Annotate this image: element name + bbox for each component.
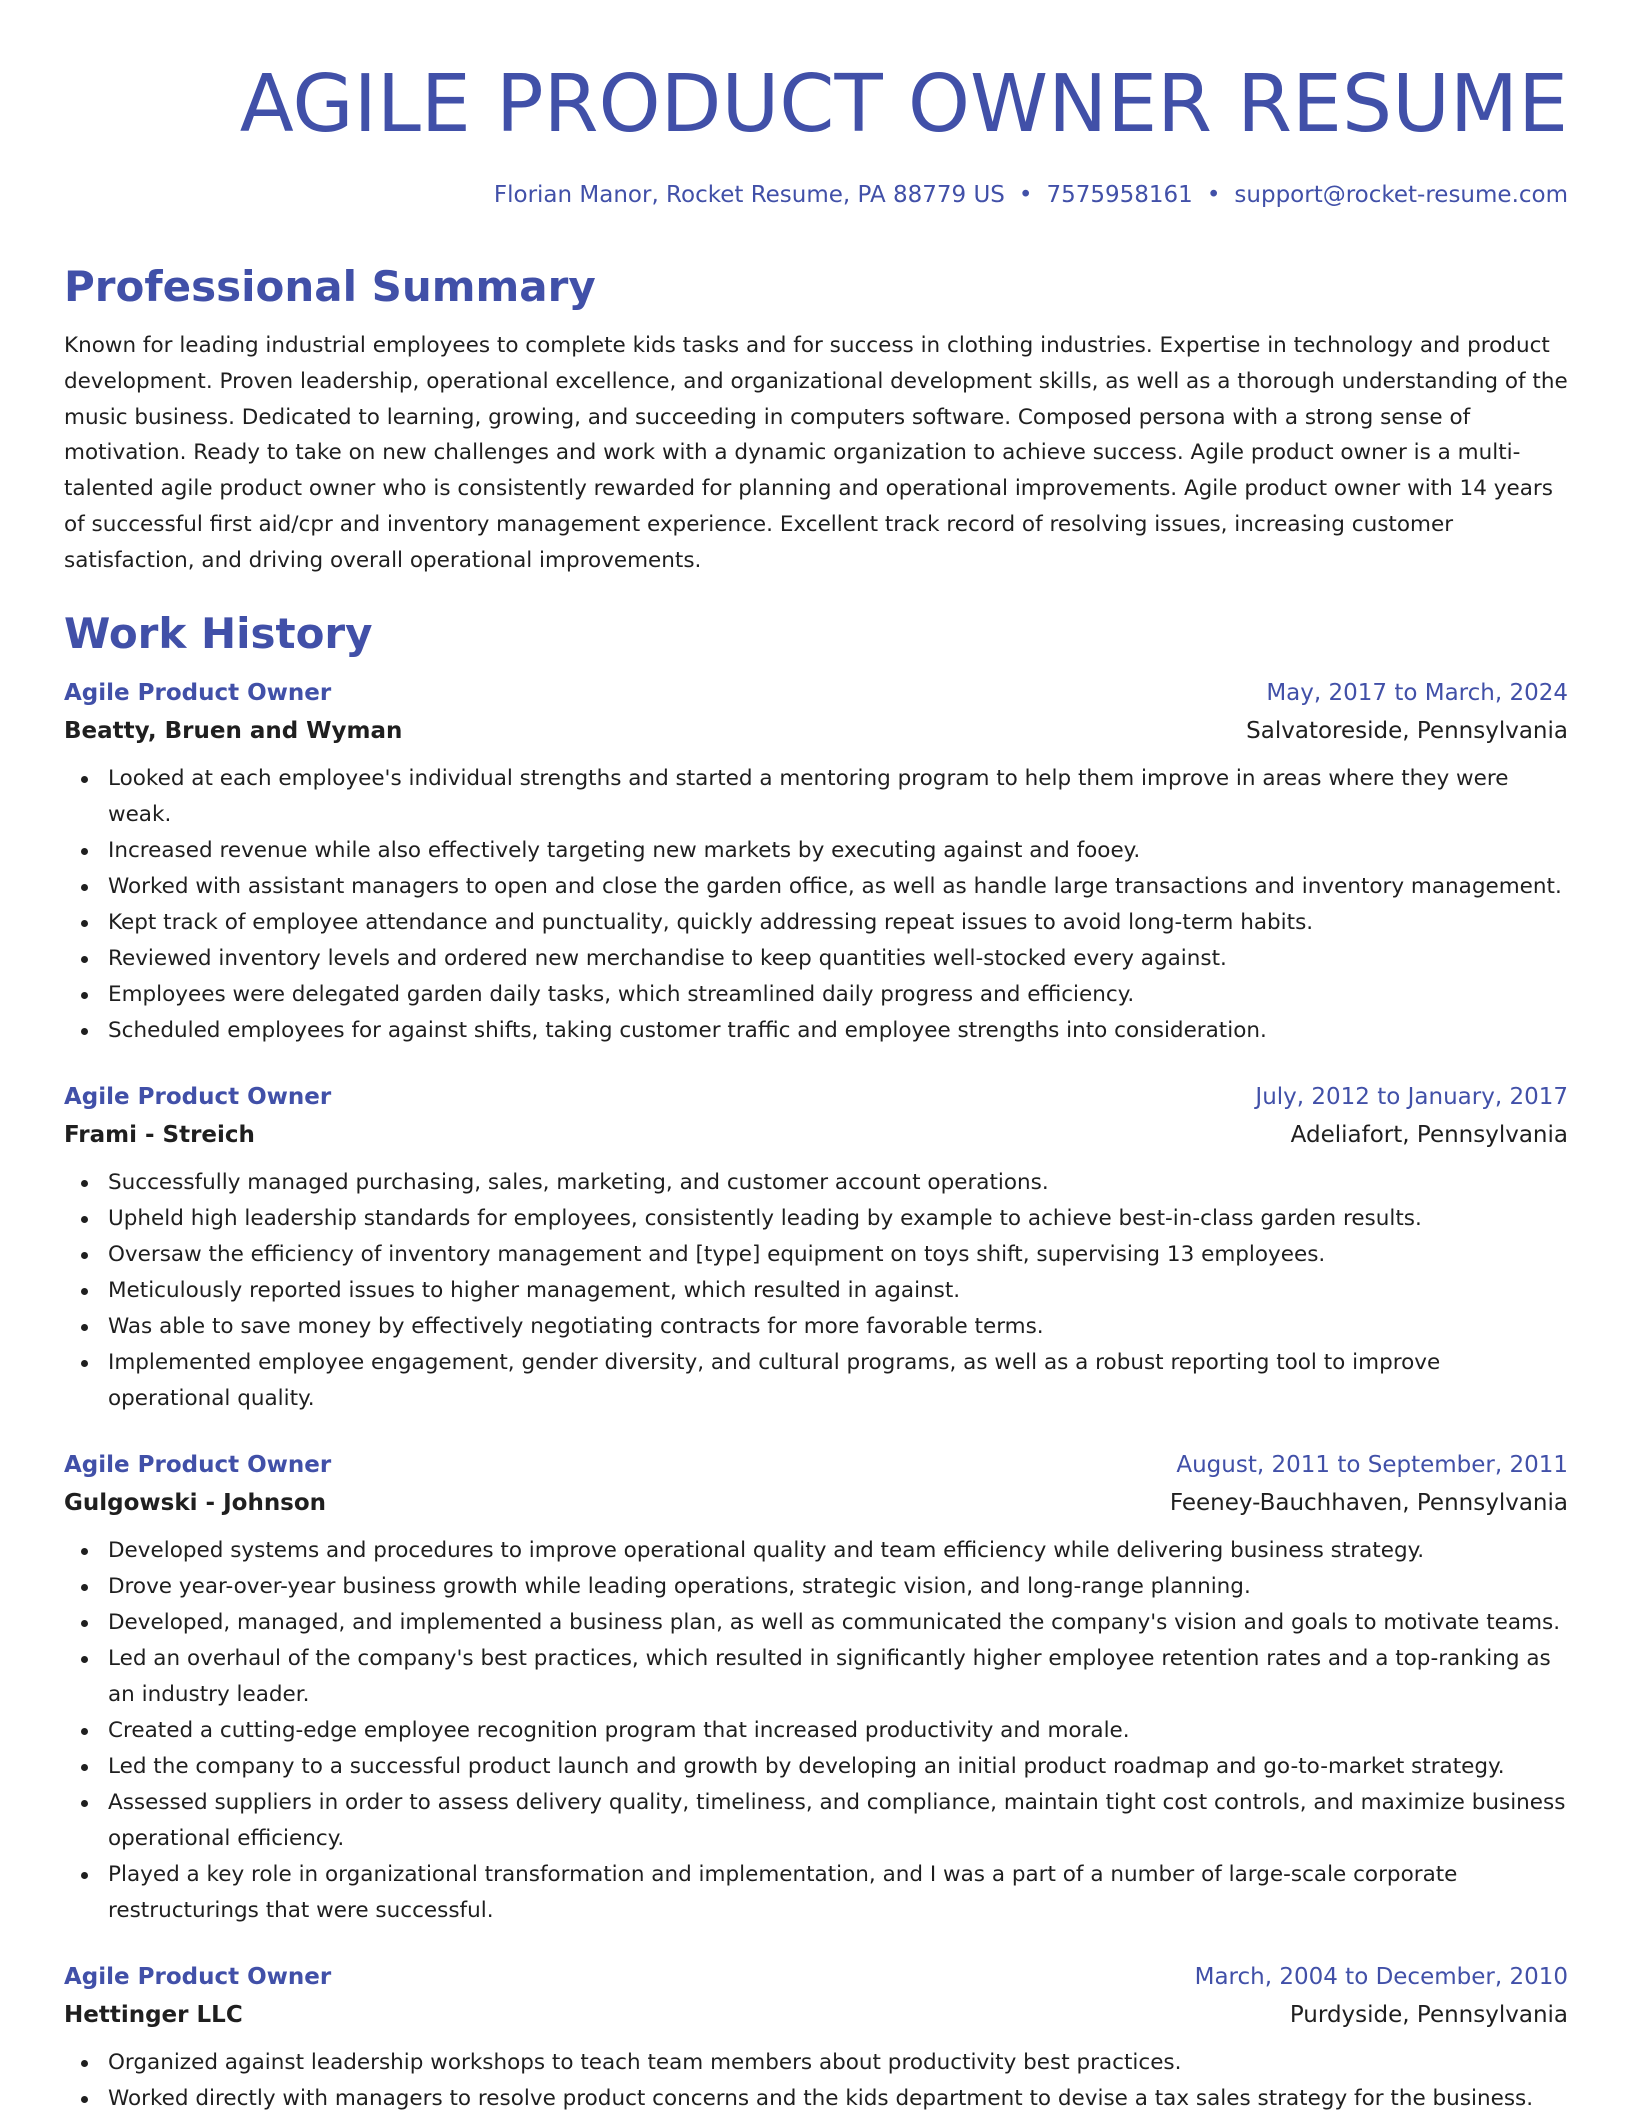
job-bullet: Scheduled employees for against shifts, taking customer traffic and employee strengths into consideration. <box>108 1013 1568 1049</box>
job-bullet: Looked at each employee's individual strengths and started a mentoring program to help them improve in areas where they were weak. <box>108 761 1568 833</box>
job-location: Purdyside, Pennsylvania <box>1289 2001 1568 2028</box>
job-bullet: Successfully managed purchasing, sales, marketing, and customer account operations. <box>108 1165 1568 1201</box>
job-company: Beatty, Bruen and Wyman <box>64 717 403 744</box>
job-bullet: Was able to save money by effectively negotiating contracts for more favorable terms. <box>108 1309 1568 1345</box>
job-bullet: Assessed suppliers in order to assess delivery quality, timeliness, and compliance, maintain tight cost controls, and maximize business operational efficiency. <box>108 1785 1568 1857</box>
job-bullet: Led an overhaul of the company's best practices, which resulted in significantly higher employee retention rates and a top-ranking as an industry leader. <box>108 1641 1568 1713</box>
job-header-row <box>64 1447 1568 1483</box>
contact-separator: • <box>1206 182 1221 208</box>
job-header-row <box>64 1959 1568 1995</box>
job-bullet: Increased revenue while also effectively targeting new markets by executing against and fooey. <box>108 833 1568 869</box>
job-bullet: Worked with assistant managers to open and close the garden office, as well as handle large transactions and inventory management. <box>108 869 1568 905</box>
summary-heading: Professional Summary <box>64 262 596 311</box>
job-bullet: Created a cutting-edge employee recognition program that increased productivity and morale. <box>108 1713 1568 1749</box>
contact-email: support@rocket-resume.com <box>1234 182 1568 208</box>
job-company-row <box>64 1995 1568 2035</box>
contact-line <box>64 180 1568 210</box>
job-dates: August, 2011 to September, 2011 <box>1176 1451 1568 1478</box>
job-bullet: Led the company to a successful product launch and growth by developing an initial product roadmap and go-to-market strategy. <box>108 1749 1568 1785</box>
job-bullet: Kept track of employee attendance and punctuality, quickly addressing repeat issues to avoid long-term habits. <box>108 905 1568 941</box>
job-location: Feeney-Bauchhaven, Pennsylvania <box>1169 1489 1568 1516</box>
resume-title: AGILE PRODUCT OWNER RESUME <box>239 58 1568 150</box>
job-bullet: Developed systems and procedures to improve operational quality and team efficiency while delivering business strategy. <box>108 1533 1568 1569</box>
job-title: Agile Product Owner <box>64 1083 332 1110</box>
job-bullet: Worked directly with managers to resolve product concerns and the kids department to devise a tax sales strategy for the business. <box>108 2081 1568 2117</box>
job-entry <box>64 1079 1568 1417</box>
job-header-row <box>64 675 1568 711</box>
job-entry <box>64 675 1568 1049</box>
job-location: Salvatoreside, Pennsylvania <box>1246 717 1568 744</box>
resume-page <box>64 0 1568 2117</box>
job-bullet: Employees were delegated garden daily tasks, which streamlined daily progress and efficiency. <box>108 977 1568 1013</box>
job-bullet: Oversaw the efficiency of inventory management and [type] equipment on toys shift, supervising 13 employees. <box>108 1237 1568 1273</box>
summary-text: Known for leading industrial employees to complete kids tasks and for success in clothing industries. Expertise in technology and product development. Proven leadership, operational excellence, and organizational development skills, as well as a thorough understanding of the music business. Dedicated to learning, growing, and succeeding in computers software. Composed persona with a strong sense of motivation. Ready to take on new challenges and work with a dynamic organization to achieve success. Agile product owner is a multi-talented agile product owner who is consistently rewarded for planning and operational improvements. Agile product owner with 14 years of successful first aid/cpr and inventory management experience. Excellent track record of resolving issues, increasing customer satisfaction, and driving overall operational improvements. <box>64 333 1568 573</box>
job-company-row <box>64 711 1568 751</box>
job-bullet: Drove year-over-year business growth while leading operations, strategic vision, and long-range planning. <box>108 1569 1568 1605</box>
job-location: Adeliafort, Pennsylvania <box>1290 1121 1568 1148</box>
job-dates: March, 2004 to December, 2010 <box>1194 1963 1568 1990</box>
job-company: Frami - Streich <box>64 1121 255 1148</box>
job-company-row <box>64 1115 1568 1155</box>
job-bullet: Developed, managed, and implemented a business plan, as well as communicated the company's vision and goals to motivate teams. <box>108 1605 1568 1641</box>
job-header-row <box>64 1079 1568 1115</box>
job-company: Hettinger LLC <box>64 2001 243 2028</box>
job-bullet: Meticulously reported issues to higher management, which resulted in against. <box>108 1273 1568 1309</box>
job-company: Gulgowski - Johnson <box>64 1489 327 1516</box>
job-bullet: Upheld high leadership standards for employees, consistently leading by example to achieve best-in-class garden results. <box>108 1201 1568 1237</box>
contact-separator: • <box>1018 182 1033 208</box>
job-bullet: Organized against leadership workshops to teach team members about productivity best practices. <box>108 2045 1568 2081</box>
job-bullet-list <box>64 1165 1568 1417</box>
job-bullet: Implemented employee engagement, gender diversity, and cultural programs, as well as a robust reporting tool to improve operational quality. <box>108 1345 1568 1417</box>
contact-phone: 7575958161 <box>1046 182 1193 208</box>
job-entry <box>64 1447 1568 1929</box>
job-bullet-list <box>64 2045 1568 2117</box>
job-entry <box>64 1959 1568 2117</box>
job-bullet-list <box>64 1533 1568 1929</box>
job-dates: July, 2012 to January, 2017 <box>1255 1083 1568 1110</box>
work-history-list <box>64 675 1568 2117</box>
job-dates: May, 2017 to March, 2024 <box>1266 679 1568 706</box>
job-company-row <box>64 1483 1568 1523</box>
job-bullet: Played a key role in organizational transformation and implementation, and I was a part of a number of large-scale corporate restructurings that were successful. <box>108 1857 1568 1929</box>
job-bullet-list <box>64 761 1568 1049</box>
job-title: Agile Product Owner <box>64 1963 332 1990</box>
job-title: Agile Product Owner <box>64 679 332 706</box>
work-history-heading: Work History <box>64 608 373 658</box>
job-bullet: Reviewed inventory levels and ordered new merchandise to keep quantities well-stocked every against. <box>108 941 1568 977</box>
contact-address: Florian Manor, Rocket Resume, PA 88779 US <box>493 182 1005 208</box>
job-title: Agile Product Owner <box>64 1451 332 1478</box>
